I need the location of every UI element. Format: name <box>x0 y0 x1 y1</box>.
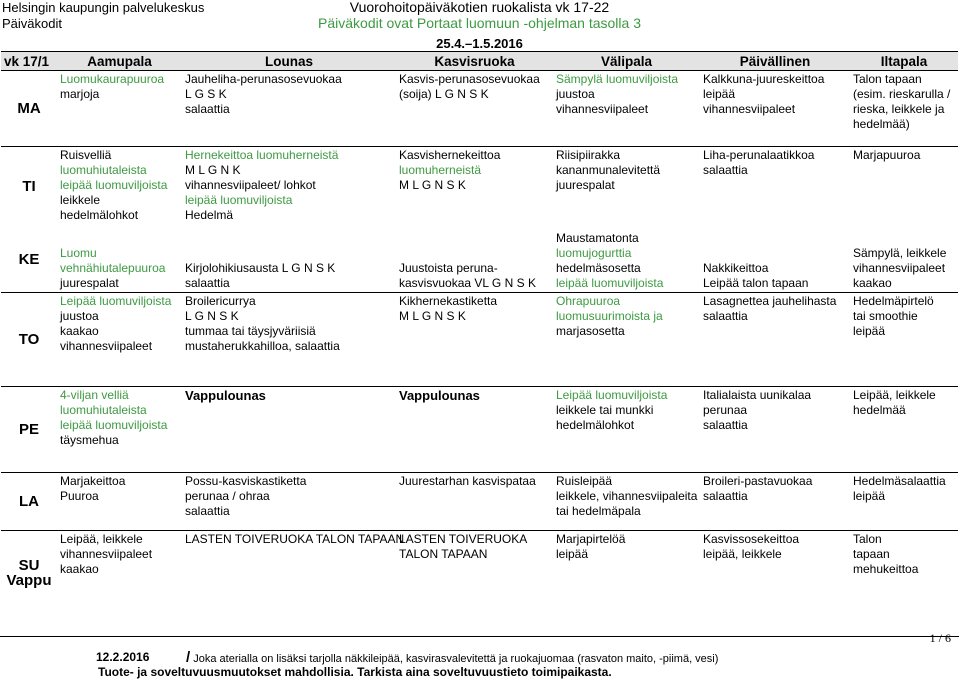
menu-item-line: kaakao <box>60 562 99 576</box>
menu-item-line: Hedelmäsalaattia <box>853 474 946 488</box>
menu-item-line: marjoja <box>60 87 100 101</box>
menu-item-line: perunaa / ohraa <box>185 489 270 503</box>
menu-cell-vegetarian <box>396 293 553 387</box>
menu-cell-vegetarian <box>396 147 553 227</box>
menu-item-line: vehnähiutalepuuroa <box>60 261 166 275</box>
day-label-text: Vappu <box>6 572 52 590</box>
menu-item-line: perunaa <box>703 403 748 417</box>
menu-cell-dinner <box>700 531 850 616</box>
menu-item-line: L G S K <box>185 87 227 101</box>
day-row-ma <box>1 71 958 147</box>
menu-item-line: Broilericurrya <box>185 294 256 308</box>
menu-item-line: Riisipiirakka <box>556 148 621 162</box>
menu-header-row <box>1 52 958 71</box>
day-label <box>1 147 57 227</box>
menu-cell-vegetarian <box>396 71 553 147</box>
menu-item-line: Leipää luomuviljoista <box>556 388 668 402</box>
menu-item-line: mustaherukkahilloa, salaattia <box>185 339 340 353</box>
menu-item-line: Leipää, leikkele <box>60 532 143 546</box>
menu-item-line: M L G N K <box>185 163 241 177</box>
menu-item-line: vihannesviipaleet <box>60 547 153 561</box>
menu-item-line: hedelmälohkot <box>60 208 139 222</box>
day-label <box>1 387 57 473</box>
menu-cell-snack <box>553 473 700 531</box>
footer <box>0 631 959 679</box>
document-subtitle: Päiväkodit ovat Portaat luomuun -ohjelman tasolla 3 <box>318 15 641 31</box>
col-snack: Välipala <box>553 52 700 71</box>
menu-item-line: salaattia <box>185 102 230 116</box>
menu-item-line: Luomu <box>60 246 97 260</box>
day-label-text: PE <box>18 421 39 438</box>
menu-item-line: vihannesviipaleet/ lohkot <box>185 178 316 192</box>
menu-item-line: leipää <box>703 87 736 101</box>
menu-item-line: L G N S K <box>185 309 239 323</box>
menu-cell-lunch <box>182 473 396 531</box>
menu-item-line: tai hedelmäpala <box>556 504 641 518</box>
menu-item-line: Talon tapaan <box>853 72 922 86</box>
menu-cell-snack <box>553 227 700 293</box>
menu-item-line: Kikhernekastiketta <box>399 294 498 308</box>
menu-cell-lunch <box>182 71 396 147</box>
menu-cell-evening-snack <box>850 293 958 387</box>
menu-item-line: leikkele <box>60 193 101 207</box>
menu-item-line: Sämpylä, leikkele <box>853 246 947 260</box>
menu-item-line: Sämpylä luomuviljoista <box>556 72 679 86</box>
col-evening-snack: Iltapala <box>850 52 958 71</box>
menu-cell-evening-snack <box>850 147 958 227</box>
menu-cell-breakfast <box>57 147 182 227</box>
day-row-pe <box>1 387 958 473</box>
menu-item-line: leipää <box>853 324 886 338</box>
day-label <box>1 473 57 531</box>
organization-name: Helsingin kaupungin palvelukeskus <box>2 0 205 15</box>
menu-cell-dinner <box>700 473 850 531</box>
menu-item-line: tummaa tai täysjyväriisiä <box>185 324 316 338</box>
menu-cell-breakfast <box>57 473 182 531</box>
menu-body <box>1 71 958 616</box>
menu-cell-dinner <box>700 147 850 227</box>
menu-cell-breakfast <box>57 387 182 473</box>
day-label <box>1 531 57 616</box>
menu-cell-breakfast <box>57 293 182 387</box>
menu-item-line: salaattia <box>703 163 748 177</box>
menu-item-line: marjasosetta <box>556 324 625 338</box>
menu-table <box>1 51 958 616</box>
menu-cell-evening-snack <box>850 227 958 293</box>
day-row-ti <box>1 147 958 227</box>
menu-item-line: luomuhiutaleista <box>60 163 147 177</box>
menu-cell-dinner <box>700 387 850 473</box>
menu-item-line: leikkele, vihannesviipaleita <box>556 489 698 503</box>
menu-cell-dinner <box>700 71 850 147</box>
col-vegetarian: Kasvisruoka <box>396 52 553 71</box>
menu-item-line: (esim. rieskarulla / rieska, leikkele ja hedelmää) <box>853 87 951 131</box>
menu-item-line: salaattia <box>185 504 230 518</box>
col-lunch: Lounas <box>182 52 396 71</box>
menu-item-line: Marjakeittoa <box>60 474 126 488</box>
menu-item-line: juustoa <box>60 309 99 323</box>
menu-item-line: Broileri-pastavuokaa <box>703 474 813 488</box>
menu-item-line: täysmehua <box>60 433 119 447</box>
menu-item-line: kaakao <box>853 276 892 290</box>
menu-cell-lunch <box>182 147 396 227</box>
menu-item-line: leikkele tai munkki <box>556 403 654 417</box>
menu-item-line: salaattia <box>185 276 230 290</box>
menu-item-line: luomusuurimoista ja <box>556 309 663 323</box>
menu-cell-vegetarian <box>396 531 553 616</box>
menu-item-line: hedelmälohkot <box>556 418 635 432</box>
day-label <box>1 227 57 293</box>
col-week: vk 17/1 <box>1 52 57 71</box>
menu-item-line: M L G N S K <box>399 178 466 192</box>
menu-item-line: salaattia <box>703 489 748 503</box>
day-label-text: SU <box>18 557 40 575</box>
footer-note-text: Joka aterialla on lisäksi tarjolla näkkileipää, kasvirasvalevitettä ja ruokajuomaa (rasvaton maito, -piimä, vesi) <box>193 653 719 665</box>
day-row-to <box>1 293 958 387</box>
footer-slash: / <box>186 649 191 666</box>
menu-item-line: TALON TAPAAN <box>399 547 488 561</box>
menu-item-line: Puuroa <box>60 489 99 503</box>
menu-item-line: Kasvis-perunasosevuokaa <box>399 72 540 86</box>
day-label-text: MA <box>17 100 41 117</box>
menu-item-line: Jauheliha-perunasosevuokaa <box>185 72 342 86</box>
day-label-text: KE <box>18 250 40 268</box>
menu-item-line: vihannesviipaleet <box>556 102 649 116</box>
menu-item-line: vihannesviipaleet <box>60 339 153 353</box>
menu-item-line: Kirjolohikiusausta L G N S K <box>185 261 336 275</box>
menu-item-line: Juustoista peruna- <box>399 261 498 275</box>
menu-cell-breakfast <box>57 71 182 147</box>
menu-item-line: M L G N S K <box>399 309 466 323</box>
page-number: 1 / 6 <box>929 631 951 645</box>
menu-item-line: LASTEN TOIVERUOKA TALON TAPAAN <box>185 532 405 546</box>
menu-item-line: luomujogurttia <box>556 246 632 260</box>
col-dinner: Päivällinen <box>700 52 850 71</box>
menu-item-line: Italialaista uunikalaa <box>703 388 812 402</box>
menu-item-line: kasvisvuokaa VL G N S K <box>399 276 536 290</box>
day-row-su <box>1 531 958 616</box>
day-label-text: TO <box>18 331 40 348</box>
menu-cell-evening-snack <box>850 387 958 473</box>
menu-cell-lunch <box>182 227 396 293</box>
menu-cell-vegetarian <box>396 227 553 293</box>
menu-cell-snack <box>553 71 700 147</box>
menu-item-line: leipää luomuviljoista <box>185 193 293 207</box>
menu-item-line: Talon <box>853 532 882 546</box>
day-row-ke <box>1 227 958 293</box>
menu-item-line: LASTEN TOIVERUOKA <box>399 532 528 546</box>
menu-cell-snack <box>553 531 700 616</box>
footer-date: 12.2.2016 <box>96 650 150 664</box>
menu-cell-lunch <box>182 387 396 473</box>
footer-note <box>186 649 718 666</box>
menu-item-line: Ruisvelliä <box>60 148 112 162</box>
menu-item-line: Ohrapuuroa <box>556 294 621 308</box>
menu-cell-dinner <box>700 227 850 293</box>
menu-cell-snack <box>553 293 700 387</box>
menu-item-line: Hedelmä <box>185 208 234 222</box>
menu-cell-dinner <box>700 293 850 387</box>
document-title: Vuorohoitopäiväkotien ruokalista vk 17-22 <box>349 0 610 15</box>
day-row-la <box>1 473 958 531</box>
menu-item-line: Kalkkuna-juureskeittoa <box>703 72 825 86</box>
menu-item-line: leipää, leikkele <box>703 547 782 561</box>
menu-item-line: juurespalat <box>60 276 119 290</box>
menu-item-line: leipää <box>556 547 589 561</box>
menu-item-line: Leipää luomuviljoista <box>60 294 172 308</box>
menu-item-line: Vappulounas <box>399 388 480 403</box>
menu-item-line: Lasagnettea jauhelihasta <box>703 294 837 308</box>
menu-cell-snack <box>553 147 700 227</box>
menu-cell-lunch <box>182 293 396 387</box>
menu-item-line: tapaan <box>853 547 890 561</box>
menu-item-line: leipää luomuviljoista <box>60 178 168 192</box>
menu-item-line: juustoa <box>556 87 595 101</box>
menu-item-line: salaattia <box>703 418 748 432</box>
day-label-text: TI <box>22 178 36 196</box>
menu-item-line: luomuherneistä <box>399 163 482 177</box>
menu-item-line: Liha-perunalaatikkoa <box>703 148 815 162</box>
menu-item-line: kananmunalevitettä <box>556 163 661 177</box>
menu-item-line: leipää luomuviljoista <box>556 276 664 290</box>
week-dates: 25.4.–1.5.2016 <box>436 36 523 51</box>
menu-item-line: Marjapuuroa <box>853 148 921 162</box>
menu-item-line: Leipää talon tapaan <box>703 276 809 290</box>
footer-changes-notice: Tuote- ja soveltuvuusmuutokset mahdollisia. Tarkista aina soveltuvuustieto toimipaikasta. <box>98 665 612 679</box>
menu-item-line: Leipää, leikkele <box>853 388 936 402</box>
menu-cell-evening-snack <box>850 71 958 147</box>
menu-item-line: vihannesviipaleet <box>703 102 796 116</box>
menu-item-line: vihannesviipaleet <box>853 261 946 275</box>
menu-item-line: Hedelmäpirtelö <box>853 294 934 308</box>
menu-cell-lunch <box>182 531 405 616</box>
day-label-text: LA <box>19 493 39 510</box>
menu-item-line: leipää <box>853 489 886 503</box>
menu-cell-vegetarian <box>396 387 553 473</box>
menu-item-line: Marjapirtelöä <box>556 532 626 546</box>
menu-item-line: Luomukaurapuuroa <box>60 72 165 86</box>
col-breakfast: Aamupala <box>57 52 182 71</box>
menu-item-line: luomuhiutaleista <box>60 403 147 417</box>
menu-item-line: Nakkikeittoa <box>703 261 769 275</box>
menu-item-line: salaattia <box>703 309 748 323</box>
menu-item-line: leipää luomuviljoista <box>60 418 168 432</box>
menu-item-line: tai smoothie <box>853 309 918 323</box>
menu-cell-evening-snack <box>850 531 958 616</box>
menu-item-line: kaakao <box>60 324 99 338</box>
menu-item-line: 4-viljan velliä <box>60 388 129 402</box>
menu-cell-evening-snack <box>850 473 958 531</box>
menu-cell-breakfast <box>57 227 182 293</box>
menu-cell-snack <box>553 387 700 473</box>
day-label <box>1 71 57 147</box>
menu-cell-vegetarian <box>396 473 553 531</box>
menu-item-line: hedelmäsosetta <box>556 261 641 275</box>
menu-item-line: mehukeittoa <box>853 562 919 576</box>
menu-item-line: juurespalat <box>556 178 615 192</box>
day-label <box>1 293 57 387</box>
menu-item-line: Maustamatonta <box>556 231 639 245</box>
menu-item-line: Possu-kasviskastiketta <box>185 474 307 488</box>
unit-name: Päiväkodit <box>2 16 62 31</box>
menu-item-line: Kasvishernekeittoa <box>399 148 501 162</box>
menu-item-line: Vappulounas <box>185 388 266 403</box>
menu-item-line: Ruisleipää <box>556 474 613 488</box>
menu-item-line: Hernekeittoa luomuherneistä <box>185 148 339 162</box>
menu-item-line: Kasvissosekeittoa <box>703 532 800 546</box>
menu-item-line: hedelmää <box>853 403 906 417</box>
menu-item-line: Juurestarhan kasvispataa <box>399 474 536 488</box>
menu-item-line: (soija) L G N S K <box>399 87 489 101</box>
menu-cell-breakfast <box>57 531 182 616</box>
